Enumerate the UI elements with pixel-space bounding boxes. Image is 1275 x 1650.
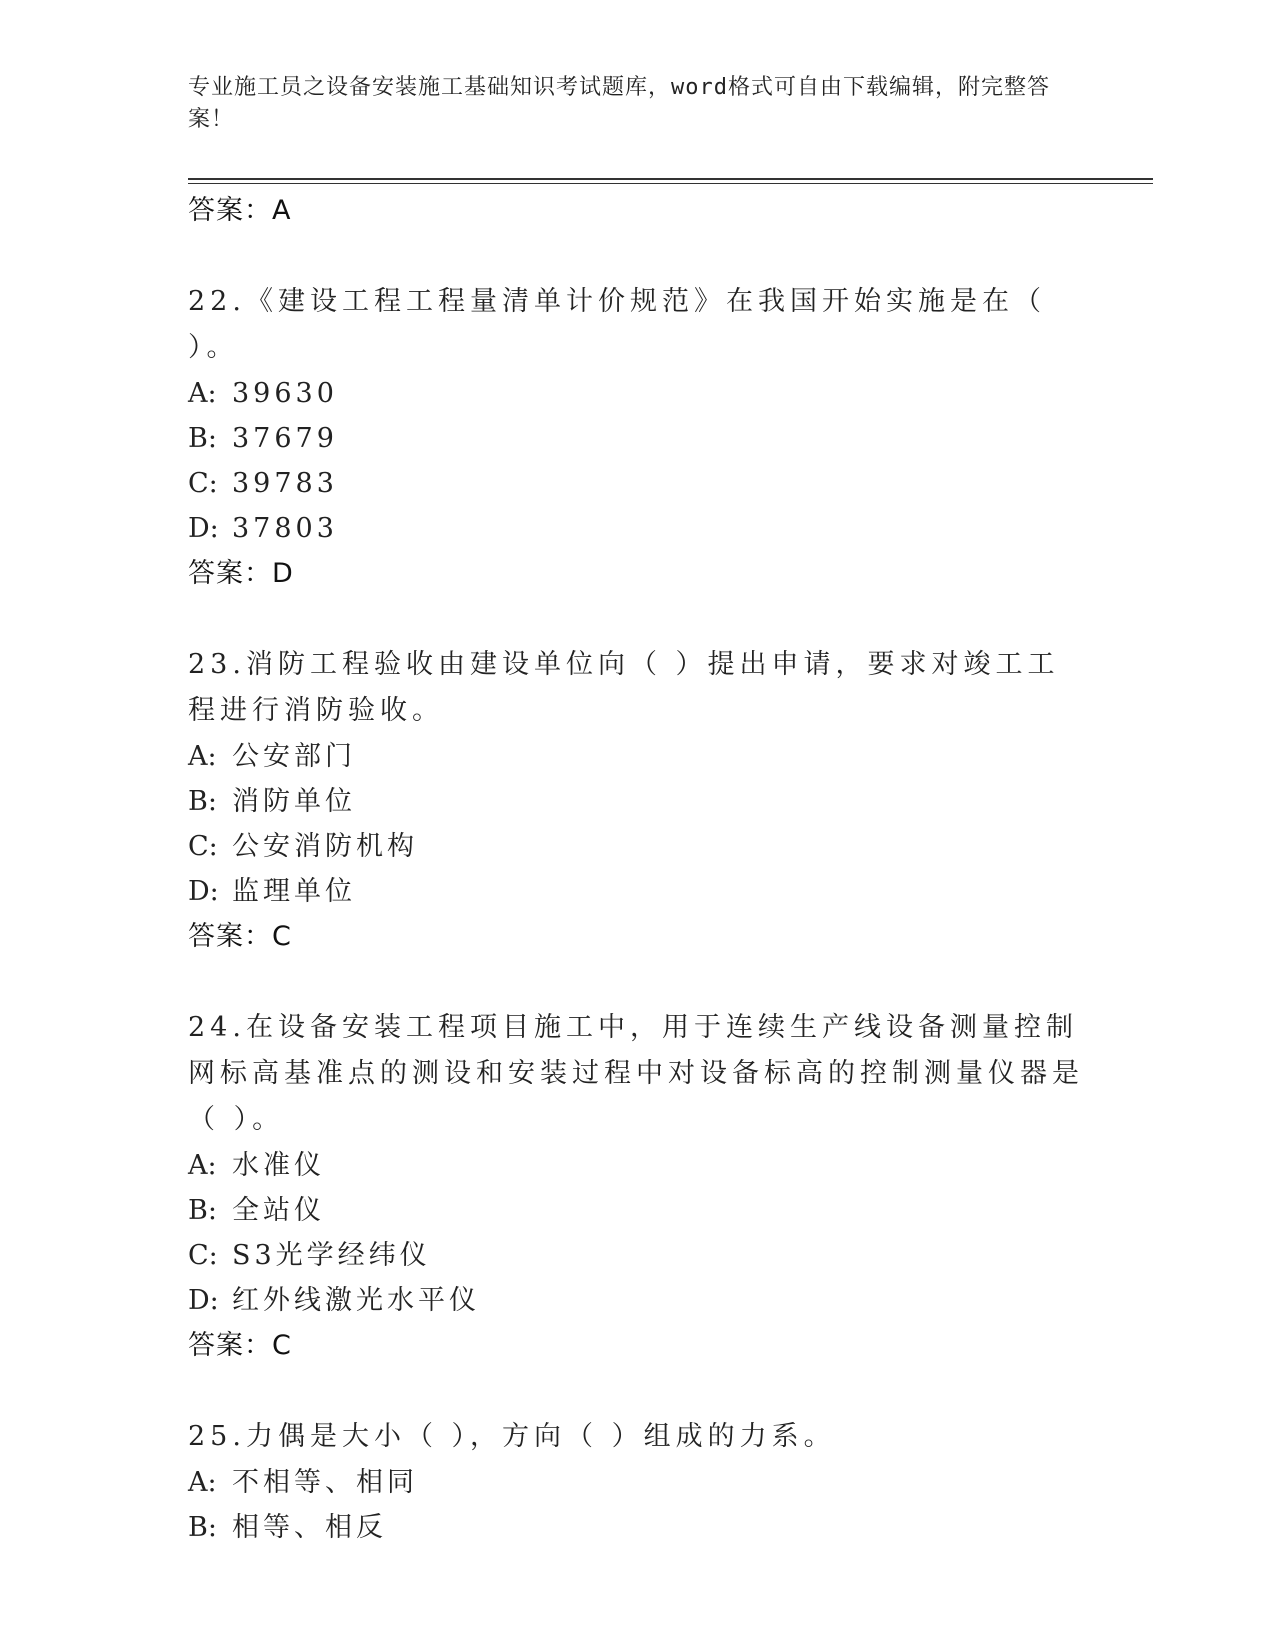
option-text: 39783 [232,468,338,499]
option-key: D: [188,513,219,544]
option-text: 公安部门 [232,741,356,772]
option-key: A: [188,1150,217,1181]
option-text: S3光学经纬仪 [232,1240,431,1271]
header-divider-thin [188,183,1153,184]
question-stem: 24.在设备安装工程项目施工中，用于连续生产线设备测量控制网标高基准点的测设和安装过程中对设备标高的控制测量仪器是（ ）。 [188,1012,1084,1135]
option-d [188,869,1088,914]
option-b [188,1505,1088,1550]
option-c [188,1233,1088,1278]
question-answer: 答案：C [188,921,292,952]
option-text: 37803 [232,513,338,544]
option-text: 监理单位 [232,876,356,907]
option-key: B: [188,1512,217,1543]
document-body [188,188,1088,1550]
question-25 [188,1414,1088,1550]
option-key: C: [188,831,218,862]
option-key: C: [188,1240,218,1271]
option-key: B: [188,423,217,454]
option-b [188,416,1088,461]
header-divider-thick [188,178,1153,180]
option-key: C: [188,468,218,499]
option-key: D: [188,1285,219,1316]
option-text: 全站仪 [232,1195,325,1226]
option-key: A: [188,741,217,772]
option-text: 不相等、相同 [232,1467,418,1498]
option-a [188,371,1088,416]
previous-answer: 答案：A [188,195,292,226]
question-stem: 25.力偶是大小（ ），方向（ ）组成的力系。 [188,1421,836,1452]
question-answer: 答案：D [188,558,294,589]
question-24 [188,1005,1088,1368]
option-key: B: [188,1195,217,1226]
option-key: A: [188,1467,217,1498]
option-text: 相等、相反 [232,1512,387,1543]
option-text: 39630 [232,378,338,409]
option-c [188,824,1088,869]
option-a [188,734,1088,779]
question-23 [188,642,1088,959]
question-stem: 23.消防工程验收由建设单位向（ ）提出申请，要求对竣工工程进行消防验收。 [188,649,1060,726]
question-answer: 答案：C [188,1330,292,1361]
option-d [188,506,1088,551]
option-key: A: [188,378,217,409]
option-text: 消防单位 [232,786,356,817]
option-b [188,779,1088,824]
option-d [188,1278,1088,1323]
option-c [188,461,1088,506]
option-text: 红外线激光水平仪 [232,1285,480,1316]
option-a [188,1460,1088,1505]
option-text: 37679 [232,423,338,454]
option-text: 公安消防机构 [232,831,418,862]
option-a [188,1143,1088,1188]
option-b [188,1188,1088,1233]
question-stem: 22.《建设工程工程量清单计价规范》在我国开始实施是在（ ）。 [188,286,1046,363]
option-text: 水准仪 [232,1150,325,1181]
page-header: 专业施工员之设备安装施工基础知识考试题库，word格式可自由下载编辑，附完整答案！ [188,75,1050,132]
option-key: B: [188,786,217,817]
question-22 [188,279,1088,596]
option-key: D: [188,876,219,907]
